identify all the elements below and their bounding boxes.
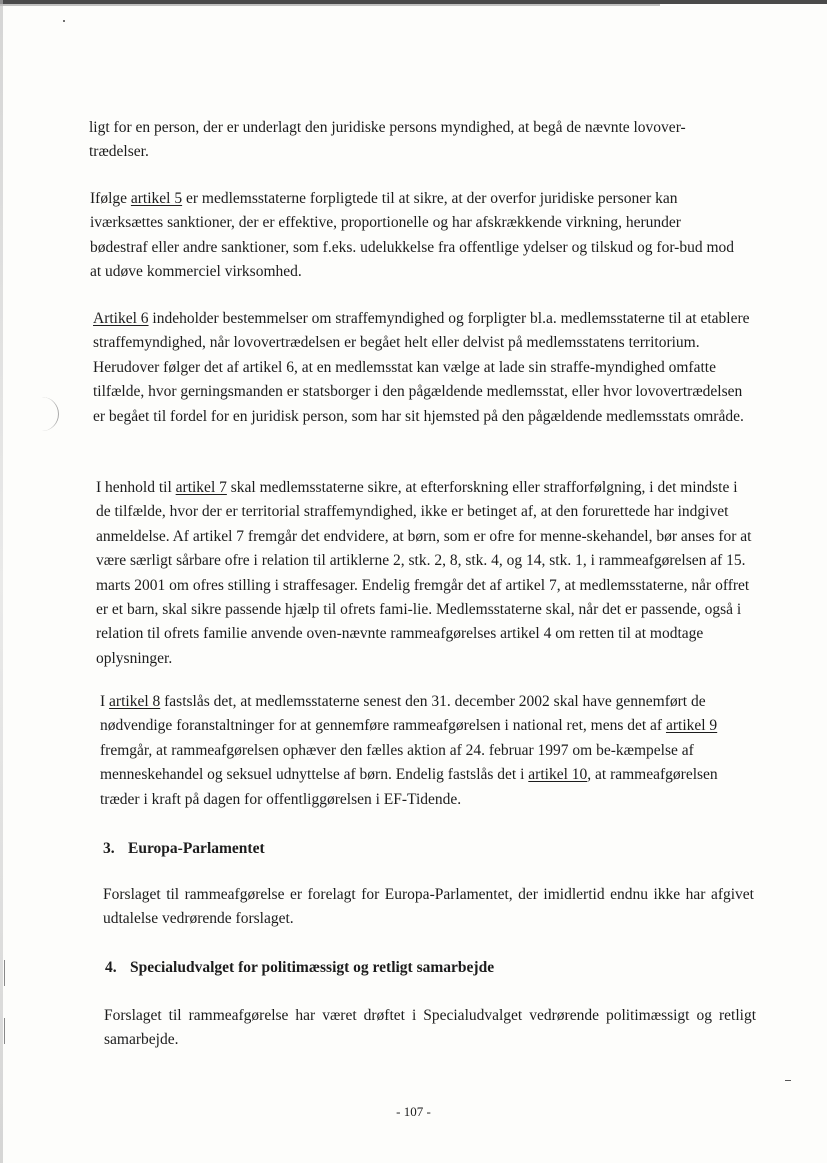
scan-edge-mark xyxy=(4,1018,5,1044)
text-run: Forslaget til rammeafgørelse er forelagt for Europa-Parlamentet, der imidlertid endnu ikke har afgivet udtalelse vedrørende forslaget. xyxy=(103,886,754,928)
paragraph-article-6 xyxy=(93,307,751,429)
paragraph-article-7 xyxy=(96,476,752,671)
section-title: Europa-Parlamentet xyxy=(128,840,265,857)
paragraph-articles-8-10 xyxy=(100,690,750,812)
text-run: indeholder bestemmelser om straffemyndighed og forpligter bl.a. medlemsstaterne til at etablere straffemyndighed, når lovovertrædelsen er begået helt eller delvist på medlemsstatens territorium. Herudover følger det af artikel 6, at en medlemsstat kan vælge at lade sin straffe-myndighed omfatte tilfælde, hvor gerningsmanden er statsborger i den pågældende medlemsstat, eller hvor lovovertrædelsen er begået til fordel for en juridisk person, som har sit hjemsted på den pågældende medlemsstats område. xyxy=(93,310,750,425)
paragraph-europa-parlamentet xyxy=(103,883,754,932)
paragraph-specialudvalget xyxy=(104,1004,756,1053)
text-run: ligt for en person, der er underlagt den juridiske persons myndighed, at begå de nævnte lovover-trædelser. xyxy=(89,119,686,161)
text-run: Ifølge xyxy=(90,190,131,207)
text-run: , at rammeafgørelsen træder i kraft på dagen for offentliggørelsen i EF-Tidende. xyxy=(100,766,718,808)
article-reference-link: artikel 10 xyxy=(528,766,588,784)
punch-hole-mark xyxy=(36,397,59,431)
article-reference-link: artikel 9 xyxy=(665,717,718,735)
article-reference-link: Artikel 6 xyxy=(93,310,149,327)
article-reference-link: artikel 5 xyxy=(130,190,183,207)
text-run: fremgår, at rammeafgørelsen ophæver den fælles aktion af 24. februar 1997 om be-kæmpelse af menneskehandel og seksuel udnyttelse af børn. Endelig fastslås det i xyxy=(100,741,694,784)
text-run: Forslaget til rammeafgørelse har været drøftet i Specialudvalget vedrørende politimæssigt og retligt samarbejde. xyxy=(104,1007,756,1049)
section-heading-4 xyxy=(105,956,494,980)
scan-top-edge-shadow xyxy=(0,4,660,6)
text-run: er medlemsstaterne forpligtede til at sikre, at der overfor juridiske personer kan iværksættes sanktioner, der er effektive, proportionelle og har afskrækkende virkning, herunder bødestraf eller andre sanktioner, som f.eks. udelukkelse fra offentlige ydelser og tilskud og for-bud mod at udøve kommerciel virksomhed. xyxy=(90,190,735,281)
section-title: Specialudvalget for politimæssigt og retligt samarbejde xyxy=(130,959,495,976)
paragraph-article-5 xyxy=(90,187,740,285)
text-run: I henhold til xyxy=(96,479,176,496)
section-number: 4. xyxy=(105,959,117,976)
page-number: - 107 - xyxy=(396,1104,431,1119)
scan-left-edge xyxy=(0,0,3,1163)
article-reference-link: artikel 7 xyxy=(175,479,227,496)
scan-edge-mark xyxy=(4,960,5,986)
scan-speck xyxy=(63,20,65,22)
text-run: fastslås det, at medlemsstaterne senest den 31. december 2002 skal have gennemført de nødvendige foranstaltninger for at gennemføre rammeafgørelsen i national ret, mens det af xyxy=(100,693,706,735)
scan-margin-mark xyxy=(785,1080,791,1081)
text-run: skal medlemsstaterne sikre, at efterforskning eller strafforfølgning, i det mindste i de tilfælde, hvor der er territorial straffemyndighed, ikke er betinget af, at den forurettede har indgivet anmeldelse. Af artikel 7 fremgår det endvidere, at børn, som er ofre for menne-skehandel, bør anses for at være særligt sårbare ofre i relation til artiklerne 2, stk. 2, 8, stk. 4, og 14, stk. 1, i rammeafgørelsen af 15. marts 2001 om ofres stilling i straffesager. Endelig fremgår det af artikel 7, at medlemsstaterne, når offret er et barn, skal sikre passende hjælp til ofrets fami-lie. Medlemsstaterne skal, når det er passende, også i relation til ofrets familie anvende oven-nævnte rammeafgørelses artikel 4 om retten til at modtage oplysninger. xyxy=(96,479,752,667)
article-reference-link: artikel 8 xyxy=(109,693,161,710)
section-number: 3. xyxy=(103,840,115,857)
section-heading-3 xyxy=(103,837,265,861)
text-run: I xyxy=(100,693,110,710)
paragraph-1 xyxy=(89,116,739,165)
